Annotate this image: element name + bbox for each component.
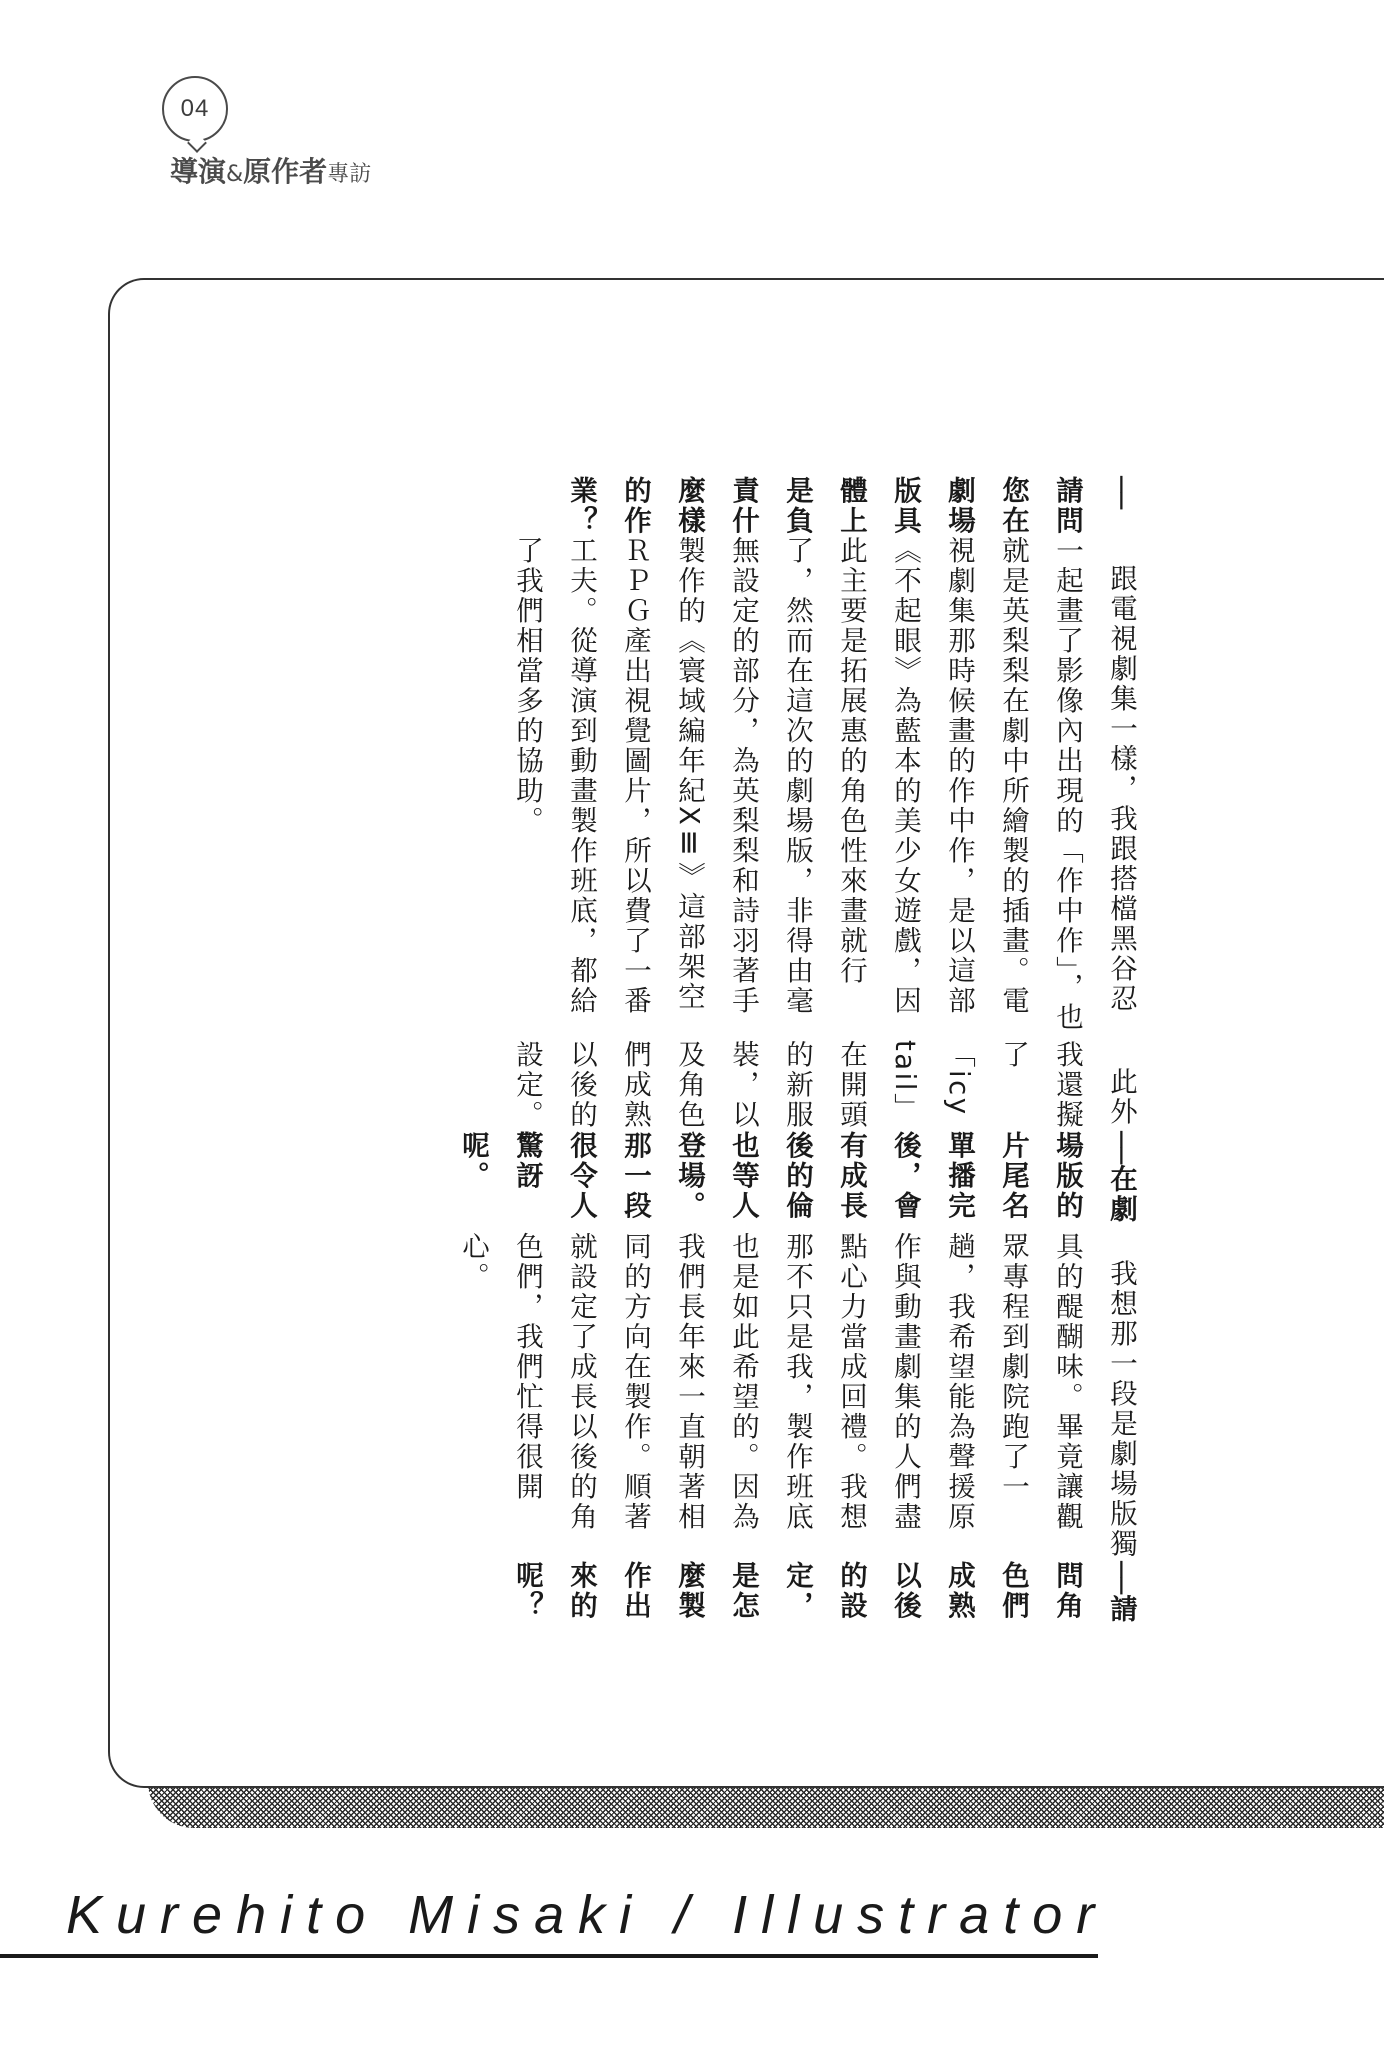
section-title-amp: & (226, 162, 244, 187)
section-title-part2: 原作者 (243, 155, 328, 188)
question-3-text: 請問角色們成熟以後的設定，是怎麼製作出來的呢？ (511, 1560, 1137, 1624)
page-number: 04 (180, 95, 210, 122)
answer-2-paragraph-1: 我想那一段是劇場版獨具的醍醐味。畢竟讓觀眾專程到劇院跑了一趟，我希望能為聲援原作與動畫劇集的人們盡點心力當成回禮。我想那不只是我，製作班底也是如此希望的。因為我們長年來一直朝著相同的方向在製作。順著就設定了成長以後的角色們，我們忙得很開心。 (457, 1231, 1137, 1560)
page-number-badge (162, 76, 228, 142)
section-title-part1: 導演 (170, 155, 227, 188)
question-dash: ── (1105, 1560, 1137, 1594)
answer-1-paragraph-1: 跟電視劇集一樣，我跟搭檔黑谷忍一起畫了影像內出現的「作中作」，也就是英梨梨在劇中所繪製的插畫。電視劇集那時候畫的作中作，是以這部《不起眼》為藍本的美少女遊戲，因此主要是拓展惠的角色性來畫就行了，然而在這次的劇場版，非得由毫無設定的部分，為英梨梨和詩羽著手製作的《寰域編年紀XⅢ》這部架空ＲＰＧ產出視覺圖片，所以費了一番工夫。從導演到動畫製作班底，都給了我們相當多的協助。 (511, 536, 1137, 1033)
section-title (170, 150, 371, 190)
interview-text (420, 476, 1148, 1626)
illustrator-signature: Kurehito Misaki / Illustrator (66, 1885, 1109, 1945)
question-2 (446, 1131, 1148, 1232)
signature-underline (0, 1954, 1098, 1958)
question-dash: ── (1105, 1131, 1137, 1165)
question-1-text: 請問您在劇場版具體上是負責什麼樣的作業？ (565, 476, 1083, 536)
question-1 (420, 476, 1148, 536)
answer-1-paragraph-2: 此外我還擬了「icy tail」在開頭的新服裝，以及角色們成熟以後的設定。 (511, 1039, 1137, 1130)
question-dash: ── (1105, 476, 1137, 510)
question-2-text: 在劇場版的片尾名單播完後，會有成長後的倫也等人登場。那一段很令人驚訝呢。 (457, 1131, 1137, 1225)
section-title-part3: 專訪 (327, 162, 372, 187)
question-3 (446, 1561, 1148, 1627)
